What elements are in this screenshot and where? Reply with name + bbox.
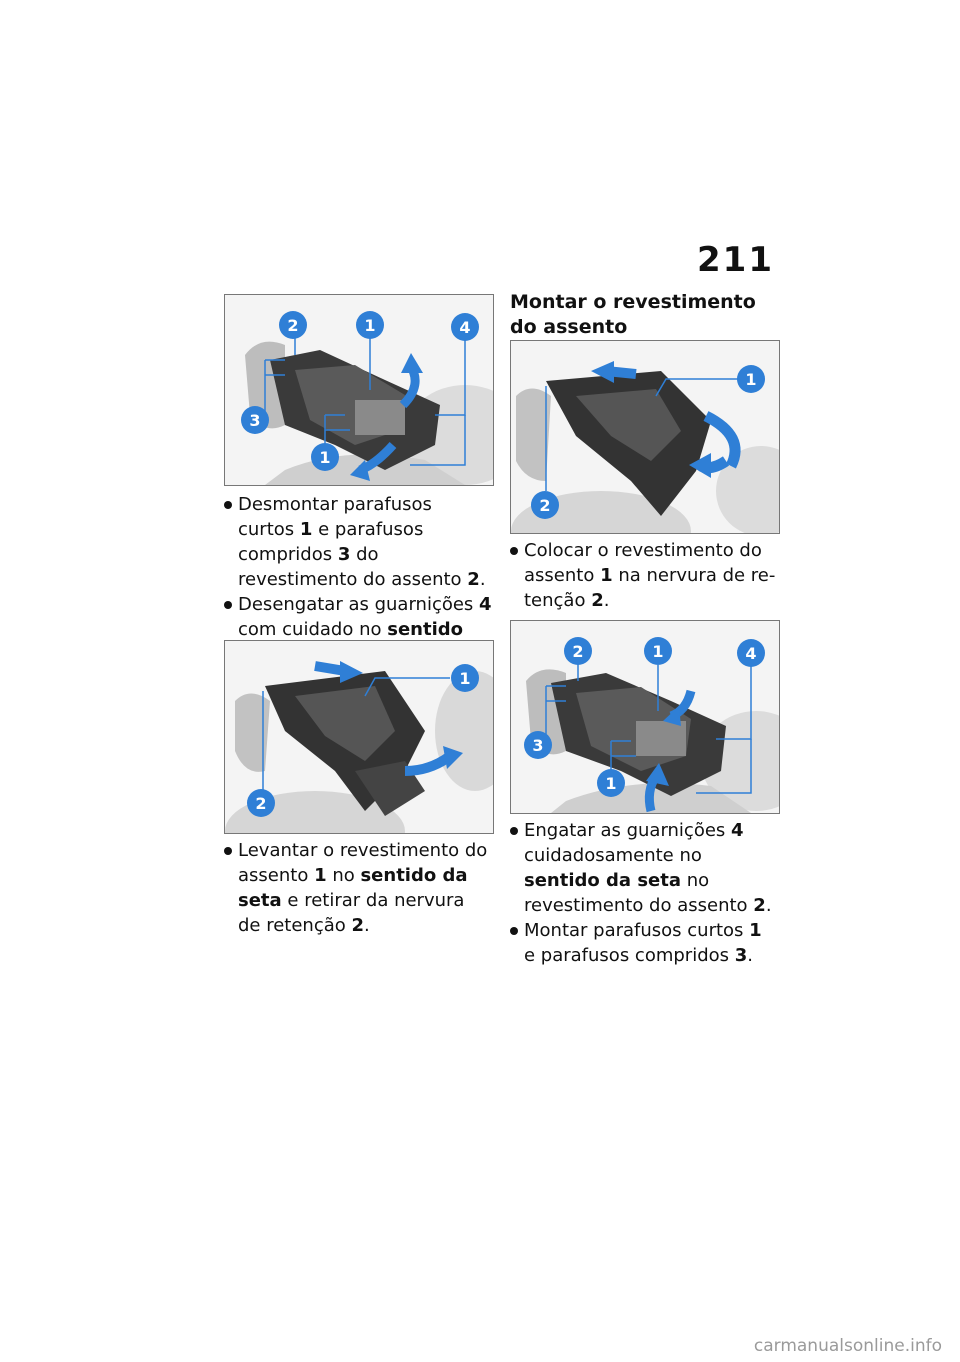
body-text: Engatar as guarnições xyxy=(524,820,732,841)
figure-remove-screws xyxy=(224,294,494,486)
page-number: 211 xyxy=(697,240,774,280)
emphasis-text: 3 xyxy=(337,544,351,565)
figure-install-screws-illustration xyxy=(511,621,779,813)
body-text: do revestimento do assento xyxy=(238,544,468,590)
emphasis-text: sentido da seta xyxy=(524,870,681,891)
emphasis-text: 1 xyxy=(600,565,613,586)
figure-place-seat-cover xyxy=(510,340,780,534)
callout-label: 2 xyxy=(539,496,551,515)
callout-label: 1 xyxy=(364,316,376,335)
emphasis-text: 3 xyxy=(734,945,748,966)
emphasis-text: 1 xyxy=(314,865,327,886)
emphasis-text: 1 xyxy=(749,920,762,941)
figure-place-seat-cover-illustration xyxy=(511,341,779,533)
body-text: Desmontar parafusos curtos xyxy=(238,494,432,540)
emphasis-text: 1 xyxy=(299,519,313,540)
figure-lift-seat-cover-illustration xyxy=(225,641,493,833)
bullet-item xyxy=(224,492,492,592)
body-text: Colocar o revestimento do assento xyxy=(524,540,762,586)
bullet-item xyxy=(510,918,778,968)
emphasis-text: sentido da seta xyxy=(238,865,468,911)
body-text: no revestimento do assento xyxy=(524,870,754,916)
callout-label: 1 xyxy=(319,448,331,467)
body-text: . xyxy=(479,569,486,590)
body-text: . xyxy=(747,945,753,966)
callout-label: 1 xyxy=(745,370,757,389)
callout-label: 3 xyxy=(249,411,261,430)
body-text: e parafusos compridos xyxy=(238,519,424,565)
figure-remove-screws-illustration xyxy=(225,295,493,485)
emphasis-text: 4 xyxy=(479,594,492,615)
emphasis-text: 2 xyxy=(591,590,604,611)
figure-install-screws xyxy=(510,620,780,814)
figure-lift-seat-cover xyxy=(224,640,494,834)
callout-label: 2 xyxy=(287,316,299,335)
body-text: e parafusos compridos xyxy=(524,945,735,966)
body-text: no xyxy=(326,865,361,886)
body-text: e retirar da nervura de retenção xyxy=(238,890,465,936)
callout-label: 2 xyxy=(572,642,584,661)
callout-label: 1 xyxy=(459,669,471,688)
emphasis-text: 2 xyxy=(753,895,766,916)
watermark: carmanualsonline.info xyxy=(753,1336,942,1356)
body-text: Levantar o revestimento do assento xyxy=(238,840,488,886)
step-lift-text xyxy=(224,838,492,938)
callout-label: 1 xyxy=(605,774,617,793)
callout-label: 1 xyxy=(652,642,664,661)
bullet-item xyxy=(510,818,778,918)
step-place-text xyxy=(510,538,778,613)
body-text: . xyxy=(364,915,370,936)
body-text: na nervura de retenção xyxy=(524,565,776,611)
emphasis-text: 4 xyxy=(731,820,744,841)
body-text: com cuidado no xyxy=(238,619,388,640)
step-install-text xyxy=(510,818,778,968)
bullet-item xyxy=(224,838,492,938)
body-text: Montar parafusos curtos xyxy=(524,920,750,941)
body-text: . xyxy=(603,590,610,611)
emphasis-text: 2 xyxy=(351,915,365,936)
callout-label: 4 xyxy=(459,318,471,337)
bullet-item xyxy=(510,538,778,613)
body-text: Desengatar as guarnições xyxy=(238,594,480,615)
section-heading: Montar o revestimento do assento xyxy=(510,291,756,338)
callout-label: 2 xyxy=(255,794,267,813)
callout-label: 3 xyxy=(532,736,544,755)
body-text: . xyxy=(765,895,772,916)
callout-label: 4 xyxy=(745,644,757,663)
body-text: cuidadosamente no xyxy=(524,845,702,866)
emphasis-text: sentido xyxy=(387,619,463,640)
emphasis-text: 2 xyxy=(467,569,480,590)
